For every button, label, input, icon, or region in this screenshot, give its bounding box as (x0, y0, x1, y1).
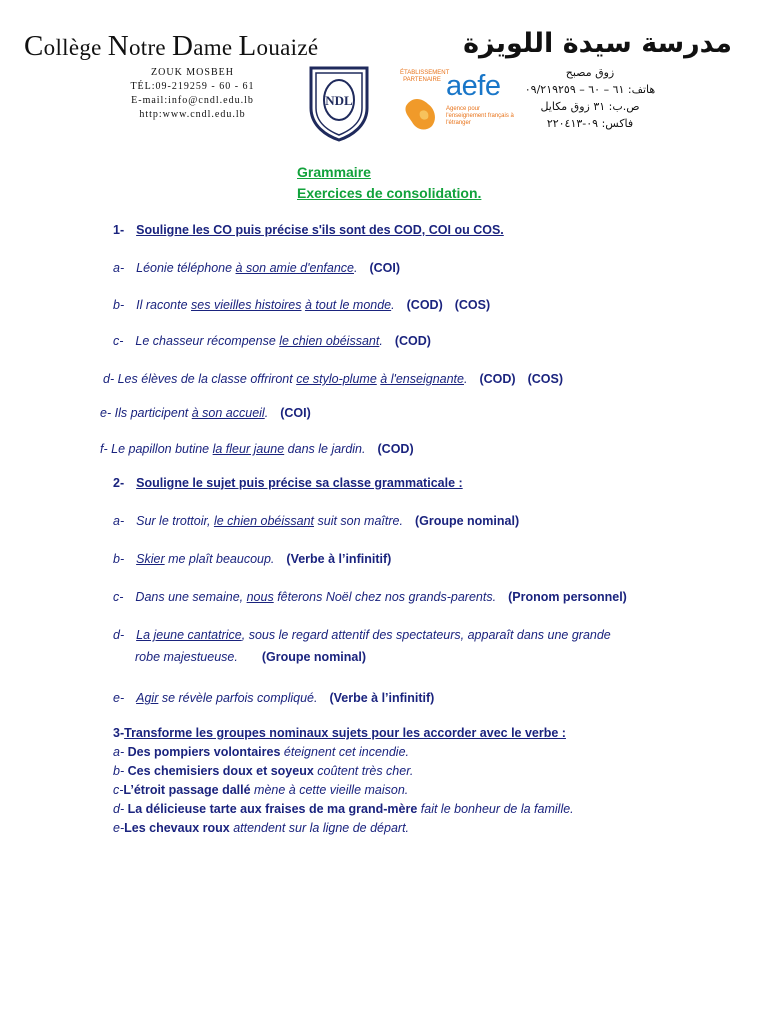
address-city: ZOUK MOSBEH (151, 67, 234, 78)
exercise2-item-c: c- Dans une semaine, nous fêterons Noël chez nos grands-parents. (Pronom personnel) (113, 590, 627, 604)
exercise1-item-f: f- Le papillon butine la fleur jaune dans le jardin. (COD) (100, 442, 414, 456)
exercise2-item-a: a- Sur le trottoir, le chien obéissant suit son maître. (Groupe nominal) (113, 514, 520, 528)
exercise3-item: c-L’étroit passage dallé mène à cette vieille maison. (113, 783, 409, 797)
exercise1-item-d: d- Les élèves de la classe offriront ce stylo-plume à l'enseignante. (COD) (COS) (103, 372, 563, 386)
address-ar-line: زوق مصبح (565, 66, 615, 79)
address-ar-line: ص.ب: ٣١ زوق مكايل (540, 100, 640, 113)
crest-monogram: NDL (325, 93, 353, 108)
school-crest-logo (307, 64, 371, 142)
page-title: Grammaire (297, 164, 371, 180)
address-ar-line: فاكس: ٠٩-٢٢٠٤١٣ (546, 117, 634, 130)
aefe-wordmark: aefe (446, 70, 501, 102)
school-name-ar: مدرسة سيدة اللويزة (463, 28, 732, 59)
address-phone: TÉL:09-219259 - 60 - 61 (130, 81, 255, 92)
school-address-ar (520, 64, 660, 132)
school-address-fr (70, 66, 315, 122)
section3-heading: 3-Transforme les groupes nominaux sujets pour les accorder avec le verbe : (113, 726, 566, 740)
exercise1-item-c: c- Le chasseur récompense le chien obéissant. (COD) (113, 334, 431, 348)
exercise1-item-a: a- Léonie téléphone à son amie d'enfance. (COI) (113, 261, 401, 275)
exercise3-item: e-Les chevaux roux attendent sur la ligne de départ. (113, 821, 410, 835)
exercise2-item-d-line2: robe majestueuse. (Groupe nominal) (135, 650, 367, 664)
exercise3-item: d- La délicieuse tarte aux fraises de ma grand-mère fait le bonheur de la famille. (113, 802, 574, 816)
exercise2-item-d: d- La jeune cantatrice, sous le regard attentif des spectateurs, apparaît dans une grande (113, 628, 611, 642)
address-website: http:www.cndl.edu.lb (139, 109, 246, 120)
exercise2-item-e: e- Agir se révèle parfois compliqué. (Verbe à l’infinitif) (113, 691, 435, 705)
section2-heading: 2- Souligne le sujet puis précise sa classe grammaticale : (113, 476, 463, 490)
exercise3-item: a- Des pompiers volontaires éteignent cet incendie. (113, 745, 409, 759)
exercise2-item-b: b- Skier me plaît beaucoup. (Verbe à l’infinitif) (113, 552, 392, 566)
address-ar-line: هاتف: ٦١ – ٦٠ – ٠٩/٢١٩٢٥٩ (524, 83, 656, 96)
school-name-fr: Collège Notre Dame Louaizé (24, 30, 319, 62)
section1-heading: 1- Souligne les CO puis précise s'ils sont des COD, COI ou COS. (113, 223, 504, 237)
page-subtitle: Exercices de consolidation. (297, 185, 482, 201)
aefe-subtitle: Agence pour l'enseignement français à l'étranger (446, 106, 514, 126)
exercise1-item-b: b- Il raconte ses vieilles histoires à tout le monde. (COD) (COS) (113, 298, 491, 312)
exercise3-item: b- Ces chemisiers doux et soyeux coûtent très cher. (113, 764, 414, 778)
exercise1-item-e: e- Ils participent à son accueil. (COI) (100, 406, 311, 420)
address-email: E-mail:info@cndl.edu.lb (131, 95, 254, 106)
aefe-partner-label: ÉTABLISSEMENT PARTENAIRE (400, 70, 450, 83)
